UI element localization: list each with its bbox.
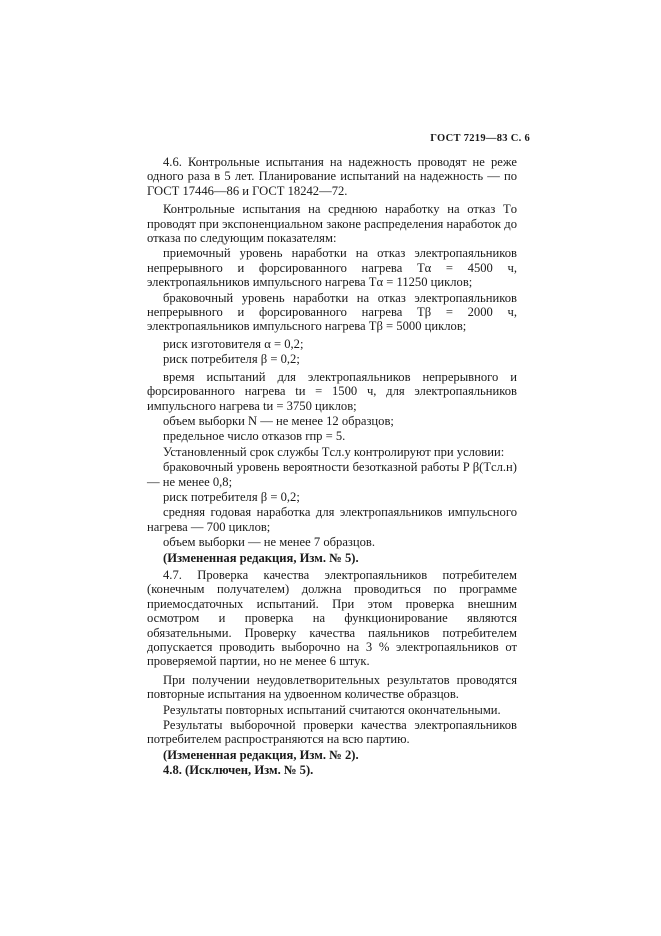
paragraph-retest: При получении неудовлетворительных результатов проводятся повторные испытания на удвоенном количестве образцов. — [147, 672, 517, 702]
paragraph-manufacturer-risk: риск изготовителя α = 0,2; — [163, 336, 304, 351]
paragraph-acceptance-level: приемочный уровень наработки на отказ электропаяльников непрерывного и форсированного нагрева Tα = 4500 ч, электропаяльников импульсного нагрева Tα = 11250 циклов; — [147, 246, 517, 290]
paragraph-consumer-risk: риск потребителя β = 0,2; — [163, 352, 300, 367]
paragraph-failure-limit: предельное число отказов rпр = 5. — [163, 429, 346, 444]
paragraph-sample-size-2: объем выборки — не менее 7 образцов. — [163, 535, 376, 550]
paragraph-rejection-level: браковочный уровень наработки на отказ электропаяльников непрерывного и форсированного нагрева Tβ = 2000 ч, электропаяльников импульсного нагрева Tβ = 5000 циклов; — [147, 290, 517, 334]
paragraph-final-results: Результаты повторных испытаний считаются окончательными. — [163, 702, 501, 717]
document-body — [147, 155, 517, 779]
paragraph-sample-size: объем выборки N — не менее 12 образцов; — [163, 413, 394, 428]
paragraph-annual-operation: средняя годовая наработка для электропаяльников импульсного нагрева — 700 циклов; — [147, 505, 517, 534]
paragraph-consumer-risk-2: риск потребителя β = 0,2; — [163, 489, 300, 504]
paragraph-control-tests: Контрольные испытания на среднюю наработку на отказ Tо проводят при экспоненциальном законе распределения наработок до отказа по следующим показателям: — [147, 202, 517, 246]
paragraph-sample-results: Результаты выборочной проверки качества электропаяльников потребителем распространяются на всю партию. — [147, 718, 517, 747]
paragraph-service-life: Установленный срок службы Tсл.у контролируют при условии: — [163, 444, 505, 459]
paragraph-4-6: 4.6. Контрольные испытания на надежность проводят не реже одного раза в 5 лет. Планирование испытаний на надежность — по ГОСТ 17446—86 и ГОСТ 18242—72. — [147, 155, 517, 198]
paragraph-test-time: время испытаний для электропаяльников непрерывного и форсированного нагрева tи = 1500 ч, для электропаяльников импульсного нагрева tи = 3750 циклов; — [147, 369, 517, 413]
paragraph-4-8: 4.8. (Исключен, Изм. № 5). — [163, 763, 314, 778]
paragraph-probability-level: браковочный уровень вероятности безотказной работы P β(Tсл.н) — не менее 0,8; — [147, 460, 517, 489]
revision-note-5: (Измененная редакция, Изм. № 5). — [163, 550, 359, 565]
revision-note-2: (Измененная редакция, Изм. № 2). — [163, 747, 359, 762]
page-header: ГОСТ 7219—83 С. 6 — [430, 133, 530, 144]
paragraph-4-7: 4.7. Проверка качества электропаяльников потребителем (конечным получателем) должна проводиться по программе приемосдаточных испытаний. При этом проверка внешним осмотром и проверка на функционирование являются обязательными. Проверку качества паяльников потребителем допускается проводить выборочно на 3 % электропаяльников от проверяемой партии, но не менее 6 штук. — [147, 567, 517, 669]
